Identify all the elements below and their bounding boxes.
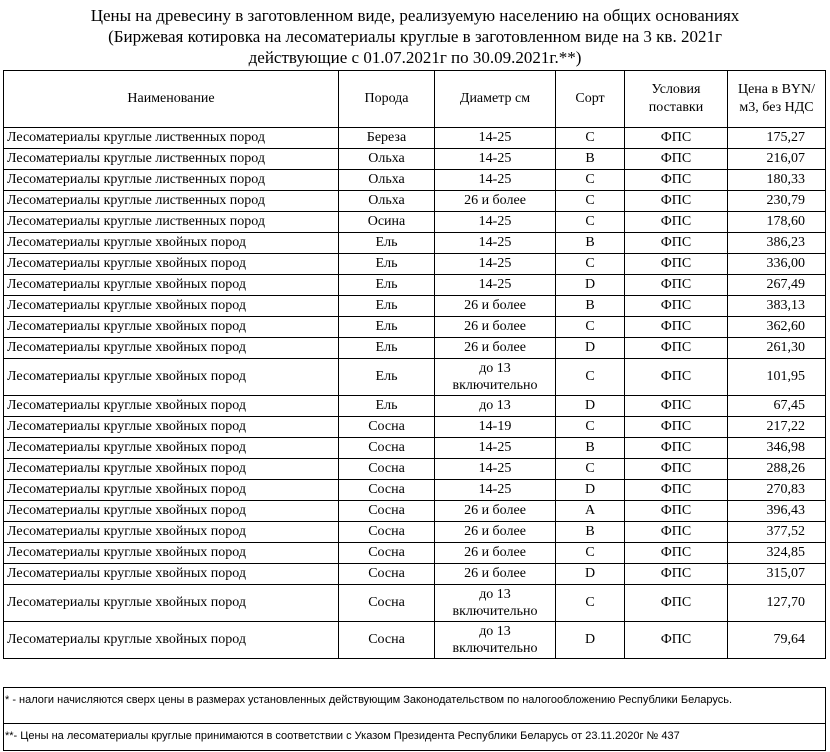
cell-diameter: до 13 включительно <box>435 359 556 396</box>
cell-price: 362,60 <box>728 317 826 338</box>
table-row <box>4 396 826 417</box>
cell-delivery: ФПС <box>625 543 728 564</box>
table-row <box>4 212 826 233</box>
cell-species: Ель <box>339 254 435 275</box>
cell-name: Лесоматериалы круглые хвойных пород <box>4 275 339 296</box>
cell-price: 101,95 <box>728 359 826 396</box>
cell-price: 79,64 <box>728 622 826 659</box>
cell-price: 346,98 <box>728 438 826 459</box>
table-row <box>4 480 826 501</box>
cell-name: Лесоматериалы круглые хвойных пород <box>4 622 339 659</box>
table-body <box>4 128 826 659</box>
cell-grade: C <box>556 212 625 233</box>
cell-grade: C <box>556 317 625 338</box>
table-row <box>4 622 826 659</box>
cell-species: Ель <box>339 233 435 254</box>
cell-name: Лесоматериалы круглые хвойных пород <box>4 417 339 438</box>
cell-species: Ель <box>339 275 435 296</box>
cell-grade: A <box>556 501 625 522</box>
cell-name: Лесоматериалы круглые хвойных пород <box>4 396 339 417</box>
cell-name: Лесоматериалы круглые хвойных пород <box>4 522 339 543</box>
cell-diameter: 26 и более <box>435 338 556 359</box>
table-row <box>4 296 826 317</box>
table-row <box>4 585 826 622</box>
cell-species: Ель <box>339 317 435 338</box>
cell-delivery: ФПС <box>625 275 728 296</box>
cell-grade: D <box>556 275 625 296</box>
cell-diameter: 14-25 <box>435 170 556 191</box>
cell-species: Береза <box>339 128 435 149</box>
cell-name: Лесоматериалы круглые хвойных пород <box>4 501 339 522</box>
notes-left-border <box>3 687 4 751</box>
header-price: Цена в BYN/м3, без НДС <box>728 71 826 128</box>
title-line-2: (Биржевая котировка на лесоматериалы круглые в заготовленном виде на 3 кв. 2021г <box>108 27 722 46</box>
notes-right-border <box>825 687 826 751</box>
cell-grade: D <box>556 338 625 359</box>
cell-diameter: до 13 включительно <box>435 585 556 622</box>
cell-diameter: 26 и более <box>435 564 556 585</box>
title-line-1: Цены на древесину в заготовленном виде, реализуемую населению на общих основаниях <box>90 6 740 25</box>
title-line-3: действующие с 01.07.2021г по 30.09.2021г.**) <box>248 48 582 67</box>
cell-diameter: 14-25 <box>435 128 556 149</box>
cell-grade: D <box>556 564 625 585</box>
table-row <box>4 191 826 212</box>
table-row <box>4 170 826 191</box>
cell-grade: C <box>556 417 625 438</box>
cell-name: Лесоматериалы круглые лиственных пород <box>4 191 339 212</box>
cell-delivery: ФПС <box>625 359 728 396</box>
cell-price: 383,13 <box>728 296 826 317</box>
cell-grade: C <box>556 254 625 275</box>
cell-grade: B <box>556 522 625 543</box>
cell-diameter: до 13 <box>435 396 556 417</box>
cell-grade: B <box>556 233 625 254</box>
cell-grade: D <box>556 396 625 417</box>
cell-delivery: ФПС <box>625 480 728 501</box>
cell-species: Ольха <box>339 170 435 191</box>
cell-name: Лесоматериалы круглые хвойных пород <box>4 254 339 275</box>
table-row <box>4 317 826 338</box>
cell-price: 288,26 <box>728 459 826 480</box>
cell-price: 315,07 <box>728 564 826 585</box>
cell-diameter: 26 и более <box>435 317 556 338</box>
cell-delivery: ФПС <box>625 317 728 338</box>
cell-species: Ель <box>339 396 435 417</box>
cell-diameter: 26 и более <box>435 501 556 522</box>
cell-diameter: до 13 включительно <box>435 622 556 659</box>
cell-delivery: ФПС <box>625 417 728 438</box>
cell-diameter: 26 и более <box>435 543 556 564</box>
cell-name: Лесоматериалы круглые хвойных пород <box>4 564 339 585</box>
cell-delivery: ФПС <box>625 459 728 480</box>
cell-delivery: ФПС <box>625 564 728 585</box>
cell-species: Сосна <box>339 543 435 564</box>
table-row <box>4 564 826 585</box>
cell-species: Ель <box>339 359 435 396</box>
footnote-taxes: * - налоги начисляются сверх цены в размерах установленных действующим Законодательством по налогообложению Республики Беларусь. <box>3 687 825 723</box>
cell-price: 377,52 <box>728 522 826 543</box>
cell-grade: C <box>556 359 625 396</box>
cell-species: Сосна <box>339 585 435 622</box>
cell-delivery: ФПС <box>625 438 728 459</box>
cell-diameter: 14-19 <box>435 417 556 438</box>
cell-species: Сосна <box>339 438 435 459</box>
cell-delivery: ФПС <box>625 501 728 522</box>
cell-name: Лесоматериалы круглые хвойных пород <box>4 233 339 254</box>
table-row <box>4 275 826 296</box>
cell-grade: B <box>556 149 625 170</box>
cell-grade: C <box>556 128 625 149</box>
cell-species: Сосна <box>339 622 435 659</box>
cell-price: 178,60 <box>728 212 826 233</box>
cell-price: 127,70 <box>728 585 826 622</box>
cell-species: Ель <box>339 338 435 359</box>
cell-diameter: 14-25 <box>435 212 556 233</box>
cell-delivery: ФПС <box>625 233 728 254</box>
cell-grade: C <box>556 585 625 622</box>
cell-price: 217,22 <box>728 417 826 438</box>
cell-species: Ольха <box>339 191 435 212</box>
cell-name: Лесоматериалы круглые хвойных пород <box>4 543 339 564</box>
cell-delivery: ФПС <box>625 149 728 170</box>
header-diameter: Диаметр см <box>435 71 556 128</box>
cell-grade: C <box>556 543 625 564</box>
cell-delivery: ФПС <box>625 128 728 149</box>
cell-diameter: 14-25 <box>435 275 556 296</box>
cell-grade: D <box>556 622 625 659</box>
table-header-row <box>4 71 826 128</box>
cell-price: 386,23 <box>728 233 826 254</box>
cell-diameter: 14-25 <box>435 438 556 459</box>
table-row <box>4 338 826 359</box>
header-name: Наименование <box>4 71 339 128</box>
footnote-decree: **- Цены на лесоматериалы круглые принимаются в соответствии с Указом Президента Республики Беларусь от 23.11.2020г № 437 <box>3 723 825 751</box>
cell-delivery: ФПС <box>625 191 728 212</box>
cell-price: 67,45 <box>728 396 826 417</box>
table-row <box>4 501 826 522</box>
cell-diameter: 14-25 <box>435 149 556 170</box>
cell-diameter: 26 и более <box>435 296 556 317</box>
cell-delivery: ФПС <box>625 396 728 417</box>
table-row <box>4 417 826 438</box>
table-row <box>4 128 826 149</box>
cell-name: Лесоматериалы круглые хвойных пород <box>4 317 339 338</box>
table-row <box>4 254 826 275</box>
header-grade: Сорт <box>556 71 625 128</box>
cell-name: Лесоматериалы круглые лиственных пород <box>4 212 339 233</box>
cell-name: Лесоматериалы круглые лиственных пород <box>4 128 339 149</box>
price-table <box>3 70 826 659</box>
cell-diameter: 26 и более <box>435 522 556 543</box>
cell-name: Лесоматериалы круглые хвойных пород <box>4 296 339 317</box>
header-delivery: Условия поставки <box>625 71 728 128</box>
cell-grade: B <box>556 296 625 317</box>
header-species: Порода <box>339 71 435 128</box>
cell-delivery: ФПС <box>625 522 728 543</box>
cell-grade: B <box>556 438 625 459</box>
cell-species: Сосна <box>339 417 435 438</box>
cell-name: Лесоматериалы круглые хвойных пород <box>4 459 339 480</box>
cell-price: 261,30 <box>728 338 826 359</box>
cell-price: 267,49 <box>728 275 826 296</box>
table-row <box>4 438 826 459</box>
cell-name: Лесоматериалы круглые хвойных пород <box>4 338 339 359</box>
cell-grade: D <box>556 480 625 501</box>
cell-price: 230,79 <box>728 191 826 212</box>
table-row <box>4 459 826 480</box>
page-title <box>0 5 830 68</box>
cell-species: Ель <box>339 296 435 317</box>
cell-species: Осина <box>339 212 435 233</box>
cell-species: Сосна <box>339 480 435 501</box>
cell-delivery: ФПС <box>625 170 728 191</box>
cell-species: Сосна <box>339 522 435 543</box>
cell-name: Лесоматериалы круглые хвойных пород <box>4 480 339 501</box>
cell-price: 396,43 <box>728 501 826 522</box>
cell-name: Лесоматериалы круглые лиственных пород <box>4 170 339 191</box>
cell-diameter: 14-25 <box>435 233 556 254</box>
cell-price: 336,00 <box>728 254 826 275</box>
cell-price: 180,33 <box>728 170 826 191</box>
cell-diameter: 14-25 <box>435 480 556 501</box>
cell-diameter: 26 и более <box>435 191 556 212</box>
cell-grade: C <box>556 459 625 480</box>
cell-price: 270,83 <box>728 480 826 501</box>
cell-delivery: ФПС <box>625 296 728 317</box>
cell-name: Лесоматериалы круглые хвойных пород <box>4 438 339 459</box>
cell-price: 324,85 <box>728 543 826 564</box>
cell-species: Сосна <box>339 501 435 522</box>
cell-diameter: 14-25 <box>435 254 556 275</box>
cell-name: Лесоматериалы круглые лиственных пород <box>4 149 339 170</box>
cell-name: Лесоматериалы круглые хвойных пород <box>4 359 339 396</box>
cell-delivery: ФПС <box>625 254 728 275</box>
cell-species: Сосна <box>339 564 435 585</box>
cell-delivery: ФПС <box>625 212 728 233</box>
table-row <box>4 359 826 396</box>
table-row <box>4 543 826 564</box>
cell-delivery: ФПС <box>625 585 728 622</box>
cell-price: 175,27 <box>728 128 826 149</box>
table-row <box>4 149 826 170</box>
cell-delivery: ФПС <box>625 338 728 359</box>
table-row <box>4 522 826 543</box>
table-row <box>4 233 826 254</box>
cell-price: 216,07 <box>728 149 826 170</box>
cell-species: Ольха <box>339 149 435 170</box>
cell-species: Сосна <box>339 459 435 480</box>
cell-delivery: ФПС <box>625 622 728 659</box>
cell-diameter: 14-25 <box>435 459 556 480</box>
cell-grade: C <box>556 191 625 212</box>
cell-grade: C <box>556 170 625 191</box>
cell-name: Лесоматериалы круглые хвойных пород <box>4 585 339 622</box>
